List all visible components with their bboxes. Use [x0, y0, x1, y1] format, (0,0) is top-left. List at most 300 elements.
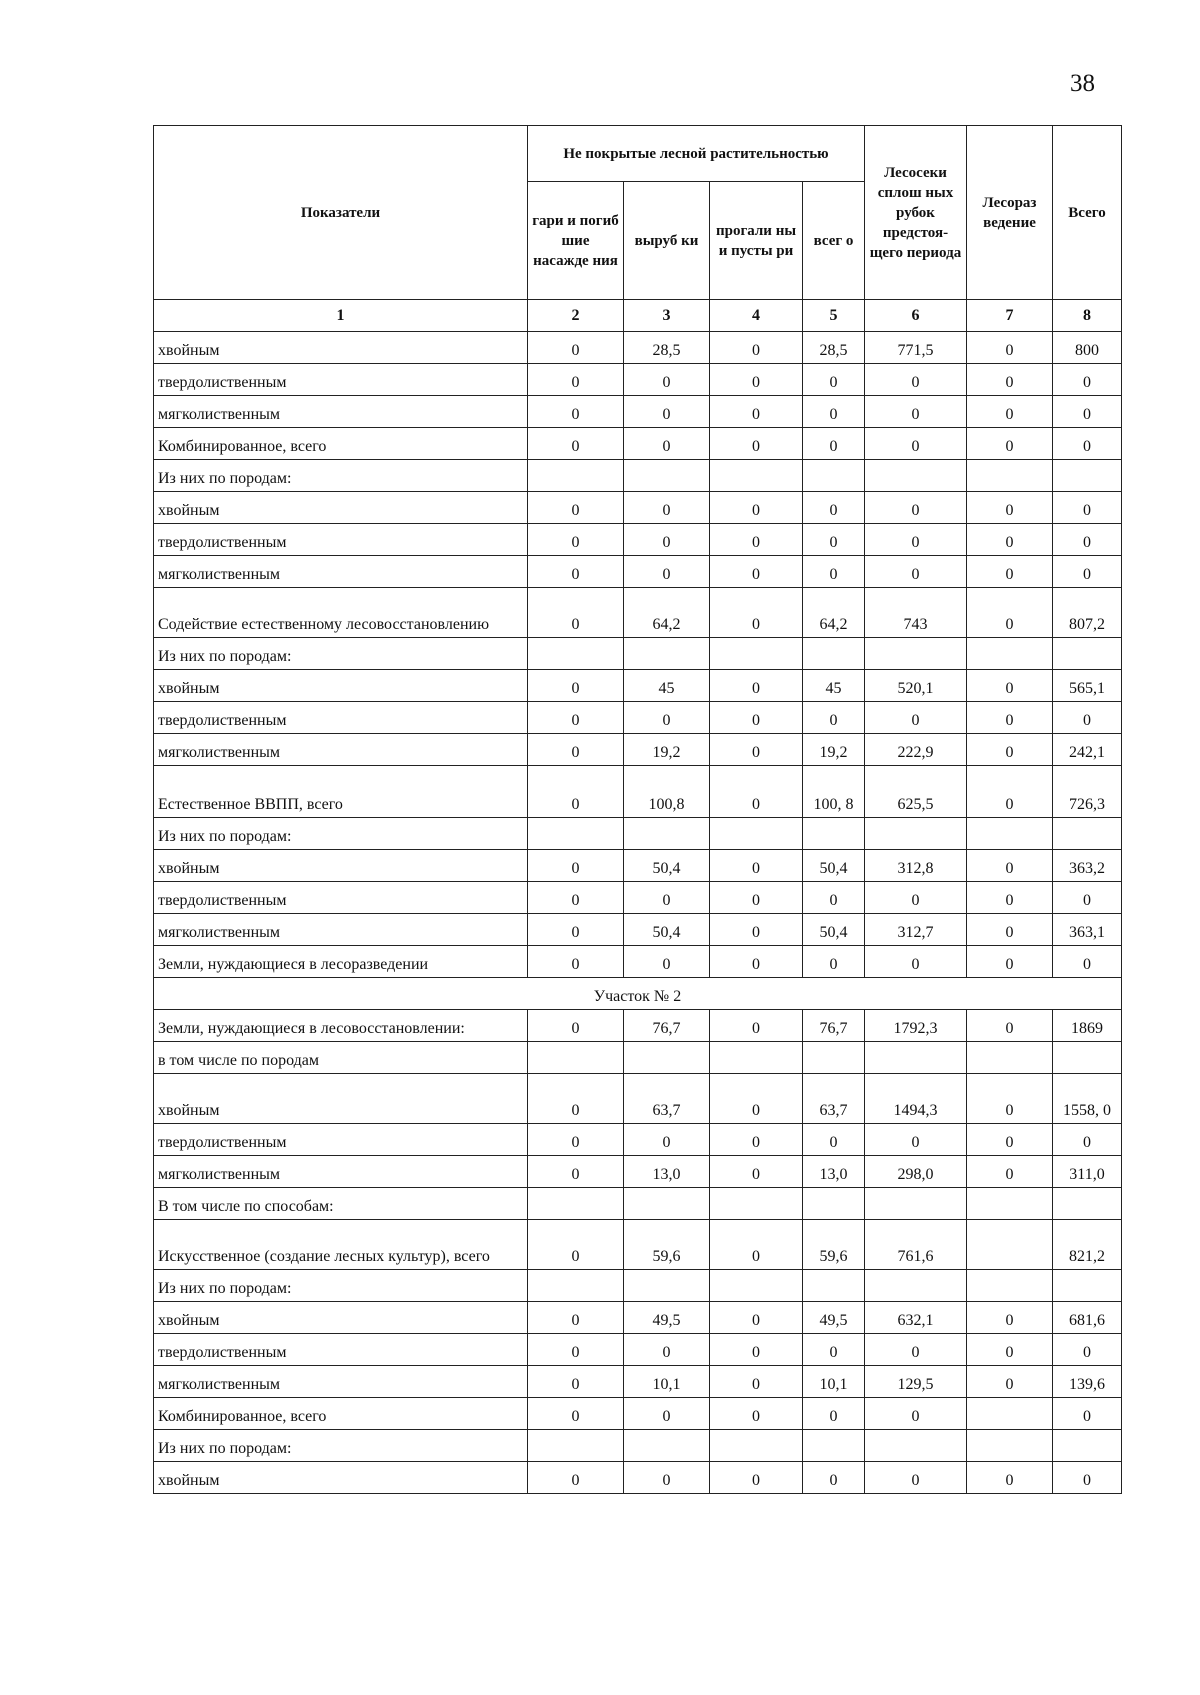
table-cell [710, 1188, 803, 1220]
table-cell: 800 [1053, 332, 1122, 364]
row-label: Из них по породам: [154, 460, 528, 492]
table-cell: 0 [710, 428, 803, 460]
table-row [154, 524, 1122, 556]
row-label: мягколиственным [154, 396, 528, 428]
table-cell: 807,2 [1053, 588, 1122, 638]
table-row [154, 364, 1122, 396]
table-cell [865, 1042, 967, 1074]
table-cell: 0 [967, 1366, 1053, 1398]
table-cell: 726,3 [1053, 766, 1122, 818]
table-cell [967, 1430, 1053, 1462]
row-label: мягколиственным [154, 734, 528, 766]
table-cell: 0 [803, 702, 865, 734]
table-cell: 0 [865, 946, 967, 978]
table-cell: 681,6 [1053, 1302, 1122, 1334]
table-cell: 0 [865, 556, 967, 588]
table-cell: 0 [710, 1462, 803, 1494]
table-cell: 0 [710, 702, 803, 734]
row-label: хвойным [154, 670, 528, 702]
table-cell: 10,1 [803, 1366, 865, 1398]
table-cell: 50,4 [624, 850, 710, 882]
table-cell: 0 [710, 1074, 803, 1124]
table-cell: 632,1 [865, 1302, 967, 1334]
table-row [154, 1270, 1122, 1302]
table-cell: 0 [967, 332, 1053, 364]
table-row [154, 396, 1122, 428]
table-row [154, 556, 1122, 588]
row-label: твердолиственным [154, 702, 528, 734]
table-cell: 0 [528, 1366, 624, 1398]
table-cell: 0 [710, 1156, 803, 1188]
table-cell: 1558, 0 [1053, 1074, 1122, 1124]
table-cell: 0 [528, 946, 624, 978]
table-cell: 76,7 [803, 1010, 865, 1042]
table-cell: 0 [967, 396, 1053, 428]
table-cell [865, 1188, 967, 1220]
table-cell: 59,6 [624, 1220, 710, 1270]
table-row [154, 1398, 1122, 1430]
table-cell: 0 [967, 556, 1053, 588]
page-number: 38 [1070, 70, 1095, 97]
table-cell: 0 [710, 1220, 803, 1270]
table-cell: 0 [865, 882, 967, 914]
table-cell: 0 [528, 1124, 624, 1156]
table-cell: 0 [528, 914, 624, 946]
table-cell: 10,1 [624, 1366, 710, 1398]
table-cell [1053, 638, 1122, 670]
table-row [154, 818, 1122, 850]
table-cell [967, 1042, 1053, 1074]
column-number: 1 [154, 300, 528, 332]
table-cell: 49,5 [624, 1302, 710, 1334]
table-cell [624, 1270, 710, 1302]
table-cell: 1869 [1053, 1010, 1122, 1042]
row-label: Комбинированное, всего [154, 1398, 528, 1430]
table-cell: 0 [624, 364, 710, 396]
column-number: 6 [865, 300, 967, 332]
table-cell: 0 [528, 1220, 624, 1270]
table-header [154, 126, 1122, 332]
row-label: мягколиственным [154, 1156, 528, 1188]
table-cell: 28,5 [624, 332, 710, 364]
table-cell: 50,4 [803, 914, 865, 946]
table-row [154, 428, 1122, 460]
row-label: Из них по породам: [154, 1430, 528, 1462]
row-label: мягколиственным [154, 1366, 528, 1398]
table-cell: 0 [528, 556, 624, 588]
table-cell: 0 [528, 882, 624, 914]
row-label: хвойным [154, 332, 528, 364]
table-cell: 0 [803, 396, 865, 428]
table-cell [528, 1188, 624, 1220]
table-cell: 0 [710, 766, 803, 818]
column-number: 7 [967, 300, 1053, 332]
header-clearcuts: выруб ки [624, 182, 710, 300]
table-cell: 0 [967, 850, 1053, 882]
table-cell: 13,0 [803, 1156, 865, 1188]
table-cell: 0 [624, 1398, 710, 1430]
table-cell [803, 460, 865, 492]
table-cell: 0 [710, 1010, 803, 1042]
table-cell: 63,7 [803, 1074, 865, 1124]
table-cell [967, 1188, 1053, 1220]
table-cell [528, 638, 624, 670]
table-cell [803, 818, 865, 850]
header-cutting-areas: Лесосеки сплош ных рубок предстоя-щего периода [865, 126, 967, 300]
table-cell: 59,6 [803, 1220, 865, 1270]
table-cell: 64,2 [624, 588, 710, 638]
table-cell: 0 [1053, 524, 1122, 556]
table-cell: 0 [1053, 492, 1122, 524]
table-cell: 0 [967, 702, 1053, 734]
table-row [154, 766, 1122, 818]
table-cell: 0 [967, 946, 1053, 978]
header-burned: гари и погиб шие насажде ния [528, 182, 624, 300]
table-row [154, 1188, 1122, 1220]
table-cell: 312,8 [865, 850, 967, 882]
table-cell: 45 [803, 670, 865, 702]
table-cell: 100, 8 [803, 766, 865, 818]
table-cell: 0 [528, 492, 624, 524]
table-cell: 0 [710, 396, 803, 428]
table-cell [967, 1398, 1053, 1430]
table-cell [803, 1042, 865, 1074]
table-cell [528, 818, 624, 850]
table-cell [865, 818, 967, 850]
table-cell: 0 [967, 428, 1053, 460]
table-cell [528, 1430, 624, 1462]
table-cell: 0 [967, 734, 1053, 766]
table-cell: 0 [624, 556, 710, 588]
table-cell: 0 [528, 734, 624, 766]
table-cell: 0 [865, 1124, 967, 1156]
table-cell [710, 818, 803, 850]
table-cell: 0 [528, 1398, 624, 1430]
table-cell: 0 [1053, 556, 1122, 588]
table-row [154, 1074, 1122, 1124]
row-label: хвойным [154, 1462, 528, 1494]
table-row [154, 1042, 1122, 1074]
table-cell: 0 [967, 364, 1053, 396]
header-all: Всего [1053, 126, 1122, 300]
row-label: Земли, нуждающиеся в лесовосстановлении: [154, 1010, 528, 1042]
table-cell: 100,8 [624, 766, 710, 818]
table-cell: 1792,3 [865, 1010, 967, 1042]
table-row [154, 1334, 1122, 1366]
table-cell: 64,2 [803, 588, 865, 638]
row-label: хвойным [154, 850, 528, 882]
table-cell: 1494,3 [865, 1074, 967, 1124]
forest-data-table [153, 125, 1122, 1494]
table-cell [803, 1430, 865, 1462]
table-cell [624, 818, 710, 850]
row-label: твердолиственным [154, 1334, 528, 1366]
table-cell: 0 [710, 524, 803, 556]
table-cell: 0 [624, 1462, 710, 1494]
table-cell: 0 [865, 1398, 967, 1430]
table-cell: 0 [803, 556, 865, 588]
table-cell: 222,9 [865, 734, 967, 766]
table-cell: 298,0 [865, 1156, 967, 1188]
table-cell: 0 [967, 882, 1053, 914]
table-cell: 0 [710, 1124, 803, 1156]
table-cell: 0 [1053, 882, 1122, 914]
table-cell: 0 [865, 1462, 967, 1494]
table-cell: 0 [803, 492, 865, 524]
row-label: мягколиственным [154, 914, 528, 946]
table-cell: 0 [710, 1366, 803, 1398]
row-label: в том числе по породам [154, 1042, 528, 1074]
table-cell [1053, 818, 1122, 850]
table-row [154, 460, 1122, 492]
column-number: 4 [710, 300, 803, 332]
table-cell: 50,4 [624, 914, 710, 946]
table-cell [803, 1270, 865, 1302]
row-label: хвойным [154, 492, 528, 524]
table-row [154, 1010, 1122, 1042]
table-cell: 0 [1053, 702, 1122, 734]
table-cell [967, 460, 1053, 492]
table-cell: 0 [803, 946, 865, 978]
table-cell [967, 1270, 1053, 1302]
table-cell: 0 [803, 1462, 865, 1494]
row-label: Естественное ВВПП, всего [154, 766, 528, 818]
table-cell: 0 [528, 428, 624, 460]
table-cell: 0 [624, 396, 710, 428]
table-cell: 0 [624, 492, 710, 524]
row-label: хвойным [154, 1074, 528, 1124]
table-cell: 0 [528, 524, 624, 556]
table-cell: 0 [967, 914, 1053, 946]
table-cell: 129,5 [865, 1366, 967, 1398]
table-cell: 0 [528, 850, 624, 882]
table-cell: 0 [967, 492, 1053, 524]
header-subtotal: всег о [803, 182, 865, 300]
table-cell: 0 [710, 588, 803, 638]
table-cell: 0 [1053, 396, 1122, 428]
table-cell: 0 [710, 332, 803, 364]
table-cell: 0 [710, 914, 803, 946]
table-cell: 0 [528, 1010, 624, 1042]
table-row [154, 588, 1122, 638]
table-cell: 0 [1053, 1462, 1122, 1494]
table-row [154, 670, 1122, 702]
table-cell: 0 [624, 882, 710, 914]
column-numbers-row [154, 300, 1122, 332]
row-label: твердолиственным [154, 524, 528, 556]
table-cell: 0 [624, 428, 710, 460]
column-number: 2 [528, 300, 624, 332]
table-cell [1053, 1042, 1122, 1074]
table-cell [710, 1270, 803, 1302]
table-cell: 0 [710, 1302, 803, 1334]
table-cell: 625,5 [865, 766, 967, 818]
table-row [154, 734, 1122, 766]
table-cell: 0 [710, 734, 803, 766]
table-cell [865, 460, 967, 492]
table-cell: 0 [624, 1124, 710, 1156]
table-cell: 0 [528, 588, 624, 638]
table-cell: 242,1 [1053, 734, 1122, 766]
table-cell [865, 1270, 967, 1302]
table-cell: 0 [624, 524, 710, 556]
table-cell: 0 [967, 1302, 1053, 1334]
table-cell: 0 [710, 556, 803, 588]
table-cell: 45 [624, 670, 710, 702]
table-cell [624, 1188, 710, 1220]
table-cell: 0 [528, 332, 624, 364]
table-row [154, 1156, 1122, 1188]
table-row [154, 914, 1122, 946]
table-cell: 0 [803, 524, 865, 556]
row-label: мягколиственным [154, 556, 528, 588]
table-row [154, 332, 1122, 364]
table-cell [803, 638, 865, 670]
row-label: Из них по породам: [154, 638, 528, 670]
table-cell: 363,1 [1053, 914, 1122, 946]
table-cell [710, 1430, 803, 1462]
table-row [154, 492, 1122, 524]
table-cell: 0 [865, 364, 967, 396]
table-cell: 0 [967, 1074, 1053, 1124]
table-cell [528, 1042, 624, 1074]
row-label: твердолиственным [154, 364, 528, 396]
table-cell: 0 [528, 670, 624, 702]
table-cell [528, 460, 624, 492]
table-cell [1053, 460, 1122, 492]
table-cell: 0 [624, 946, 710, 978]
table-cell [803, 1188, 865, 1220]
table-cell: 0 [710, 882, 803, 914]
table-cell: 0 [803, 364, 865, 396]
table-cell: 0 [710, 1334, 803, 1366]
section-title: Участок № 2 [154, 978, 1122, 1010]
table-cell: 13,0 [624, 1156, 710, 1188]
table-row [154, 882, 1122, 914]
table-cell: 0 [624, 1334, 710, 1366]
table-cell: 0 [803, 1124, 865, 1156]
table-cell: 0 [803, 882, 865, 914]
table-cell: 0 [865, 524, 967, 556]
table-cell: 0 [967, 766, 1053, 818]
header-not-covered: Не покрытые лесной растительностью [528, 126, 865, 182]
table-row [154, 1302, 1122, 1334]
table-cell: 0 [1053, 1334, 1122, 1366]
table-cell: 0 [710, 1398, 803, 1430]
table-cell: 0 [528, 1334, 624, 1366]
table-cell: 0 [803, 428, 865, 460]
table-cell [967, 818, 1053, 850]
table-cell [967, 638, 1053, 670]
table-cell: 50,4 [803, 850, 865, 882]
table-row [154, 1430, 1122, 1462]
row-label: Из них по породам: [154, 1270, 528, 1302]
column-number: 8 [1053, 300, 1122, 332]
table-cell: 0 [967, 670, 1053, 702]
table-cell: 0 [1053, 428, 1122, 460]
table-cell [624, 1430, 710, 1462]
table-cell: 0 [967, 1124, 1053, 1156]
header-reforestation: Лесораз ведение [967, 126, 1053, 300]
row-label: твердолиственным [154, 1124, 528, 1156]
table-cell: 0 [865, 396, 967, 428]
row-label: В том числе по способам: [154, 1188, 528, 1220]
table-cell [865, 1430, 967, 1462]
table-cell: 0 [710, 364, 803, 396]
table-body-section-1 [154, 332, 1122, 978]
table-cell: 28,5 [803, 332, 865, 364]
table-cell [967, 1220, 1053, 1270]
table-cell [865, 638, 967, 670]
row-label: твердолиственным [154, 882, 528, 914]
table-cell: 0 [967, 1462, 1053, 1494]
table-cell: 0 [528, 1156, 624, 1188]
table-cell: 363,2 [1053, 850, 1122, 882]
header-glades: прогали ны и пусты ри [710, 182, 803, 300]
table-cell [710, 460, 803, 492]
table-cell: 821,2 [1053, 1220, 1122, 1270]
table-cell [710, 1042, 803, 1074]
table-cell: 0 [1053, 1124, 1122, 1156]
table-cell: 0 [865, 428, 967, 460]
table-cell: 0 [967, 1334, 1053, 1366]
table-cell: 0 [967, 588, 1053, 638]
table-cell [624, 460, 710, 492]
table-row [154, 1220, 1122, 1270]
table-cell: 520,1 [865, 670, 967, 702]
table-cell [528, 1270, 624, 1302]
table-cell: 76,7 [624, 1010, 710, 1042]
column-number: 3 [624, 300, 710, 332]
table-cell: 0 [803, 1398, 865, 1430]
table-cell: 0 [528, 1462, 624, 1494]
table-cell: 0 [710, 946, 803, 978]
table-cell [1053, 1270, 1122, 1302]
table-cell [624, 638, 710, 670]
table-cell: 0 [710, 492, 803, 524]
row-label: хвойным [154, 1302, 528, 1334]
row-label: Искусственное (создание лесных культур), всего [154, 1220, 528, 1270]
table-cell [1053, 1188, 1122, 1220]
table-row [154, 702, 1122, 734]
table-cell: 0 [710, 670, 803, 702]
table-row [154, 1124, 1122, 1156]
table-cell: 771,5 [865, 332, 967, 364]
table-cell: 49,5 [803, 1302, 865, 1334]
table-cell: 0 [528, 364, 624, 396]
table-cell: 0 [528, 702, 624, 734]
table-cell: 0 [967, 1156, 1053, 1188]
table-cell: 63,7 [624, 1074, 710, 1124]
header-indicators: Показатели [154, 126, 528, 300]
table-cell: 139,6 [1053, 1366, 1122, 1398]
row-label: Комбинированное, всего [154, 428, 528, 460]
table-cell: 0 [1053, 1398, 1122, 1430]
table-cell: 19,2 [803, 734, 865, 766]
table-cell: 311,0 [1053, 1156, 1122, 1188]
table-cell: 0 [1053, 946, 1122, 978]
table-row [154, 946, 1122, 978]
table-cell: 0 [528, 396, 624, 428]
table-cell: 0 [528, 1074, 624, 1124]
table-cell: 0 [967, 1010, 1053, 1042]
table-cell: 0 [710, 850, 803, 882]
table-cell: 0 [865, 1334, 967, 1366]
table-cell: 743 [865, 588, 967, 638]
table-row [154, 1366, 1122, 1398]
table-cell: 565,1 [1053, 670, 1122, 702]
table-row [154, 638, 1122, 670]
